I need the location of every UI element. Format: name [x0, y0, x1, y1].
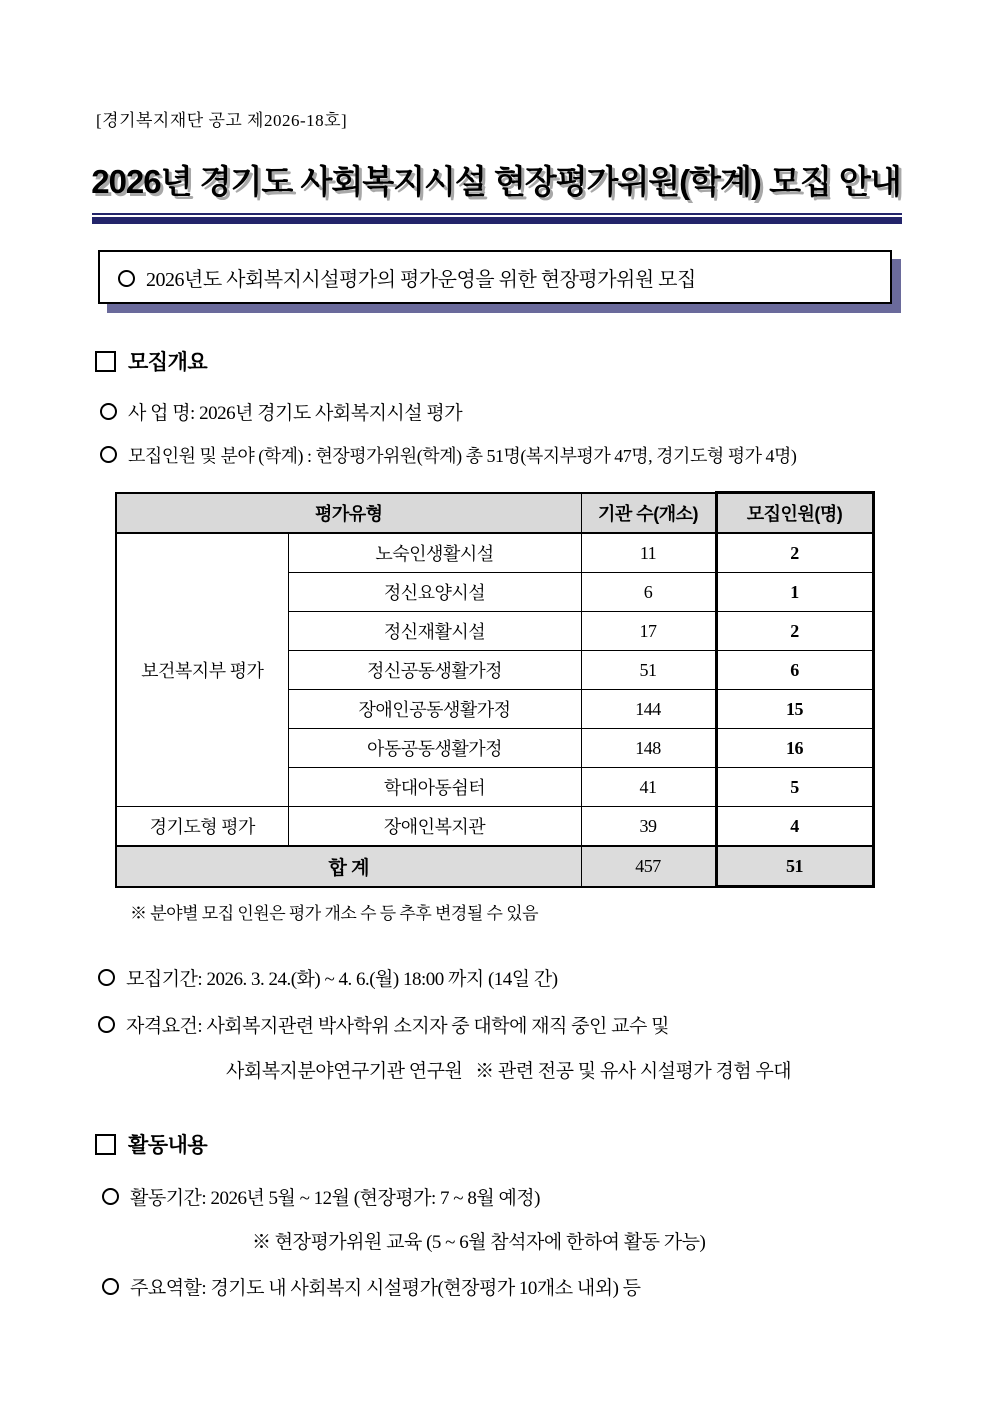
count-cell: 11	[581, 533, 716, 573]
table-total-row	[116, 846, 873, 887]
count-cell: 17	[581, 612, 716, 651]
square-marker-icon	[95, 351, 116, 372]
circle-bullet-icon	[118, 270, 135, 287]
count-cell: 6	[581, 573, 716, 612]
list-item-text: 활동기간: 2026년 5월 ~ 12월 (현장평가: 7 ~ 8월 예정)	[130, 1188, 540, 1209]
divider-thin-line	[92, 213, 902, 215]
facility-cell: 학대아동쉼터	[288, 768, 581, 807]
circle-bullet-icon	[100, 446, 117, 463]
list-item-recruit-period	[98, 964, 992, 991]
announcement-number: [경기복지재단 공고 제2026-18호]	[96, 111, 348, 130]
list-item-text: 모집인원 및 분야 (학계) : 현장평가위원(학계) 총 51명(복지부평가 47명, 경기도형 평가 4명)	[128, 446, 797, 466]
facility-cell: 정신요양시설	[288, 573, 581, 612]
title-divider	[92, 213, 902, 224]
activity-note: ※ 현장평가위원 교육 (5 ~ 6월 참석자에 한하여 활동 가능)	[252, 1232, 706, 1253]
facility-cell: 장애인공동생활가정	[288, 690, 581, 729]
total-count-cell: 457	[581, 846, 716, 887]
facility-cell: 정신공동생활가정	[288, 651, 581, 690]
list-item-text: 자격요건: 사회복지관련 박사학위 소지자 중 대학에 재직 중인 교수 및	[126, 1016, 669, 1037]
list-item-main-role	[102, 1273, 992, 1300]
section-header-activity	[95, 1129, 992, 1159]
table-footnote: ※ 분야별 모집 인원은 평가 개소 수 등 추후 변경될 수 있음	[130, 904, 539, 923]
summary-text: 2026년도 사회복지시설평가의 평가운영을 위한 현장평가위원 모집	[146, 268, 696, 291]
page-title: 2026년 경기도 사회복지시설 현장평가위원(학계) 모집 안내	[91, 163, 901, 200]
header-recruit-count: 모집인원(명)	[716, 493, 873, 534]
section-header-overview	[95, 346, 992, 376]
count-cell: 144	[581, 690, 716, 729]
count-cell: 39	[581, 807, 716, 847]
recruitment-table	[115, 491, 875, 888]
square-marker-icon	[95, 1134, 116, 1155]
facility-cell: 장애인복지관	[288, 807, 581, 847]
recruit-cell: 2	[716, 612, 873, 651]
list-item-text: 사 업 명: 2026년 경기도 사회복지시설 평가	[128, 403, 463, 424]
table-row	[116, 807, 873, 847]
section-title: 활동내용	[128, 1134, 208, 1157]
group-cell-mohw: 보건복지부 평가	[116, 533, 288, 807]
list-item-text: 주요역할: 경기도 내 사회복지 시설평가(현장평가 10개소 내외) 등	[130, 1278, 641, 1299]
header-eval-type: 평가유형	[116, 493, 581, 534]
recruit-cell: 2	[716, 533, 873, 573]
circle-bullet-icon	[102, 1278, 119, 1295]
summary-box	[98, 250, 892, 304]
recruit-cell: 4	[716, 807, 873, 847]
header-facility-count: 기관 수(개소)	[581, 493, 716, 534]
qualification-continuation: 사회복지분야연구기관 연구원 ※ 관련 전공 및 유사 시설평가 경험 우대	[226, 1061, 792, 1082]
list-item-quota	[100, 442, 992, 468]
recruit-cell: 6	[716, 651, 873, 690]
total-label-cell: 합 계	[116, 846, 581, 887]
facility-cell: 아동공동생활가정	[288, 729, 581, 768]
circle-bullet-icon	[100, 403, 117, 420]
facility-cell: 노숙인생활시설	[288, 533, 581, 573]
list-item-activity-period	[102, 1183, 992, 1210]
table-row	[116, 533, 873, 573]
count-cell: 51	[581, 651, 716, 690]
section-title: 모집개요	[128, 351, 208, 374]
count-cell: 148	[581, 729, 716, 768]
table-header-row	[116, 493, 873, 534]
list-item-text: 모집기간: 2026. 3. 24.(화) ~ 4. 6.(월) 18:00 까지 (14일 간)	[126, 969, 558, 990]
count-cell: 41	[581, 768, 716, 807]
circle-bullet-icon	[98, 1016, 115, 1033]
list-item-qualification	[98, 1011, 992, 1038]
recruit-cell: 1	[716, 573, 873, 612]
group-cell-gyeonggi: 경기도형 평가	[116, 807, 288, 847]
list-item-business-name	[100, 398, 992, 425]
circle-bullet-icon	[102, 1188, 119, 1205]
facility-cell: 정신재활시설	[288, 612, 581, 651]
circle-bullet-icon	[98, 969, 115, 986]
recruit-cell: 5	[716, 768, 873, 807]
recruit-cell: 15	[716, 690, 873, 729]
total-recruit-cell: 51	[716, 846, 873, 887]
divider-thick-line	[92, 217, 902, 224]
recruit-cell: 16	[716, 729, 873, 768]
